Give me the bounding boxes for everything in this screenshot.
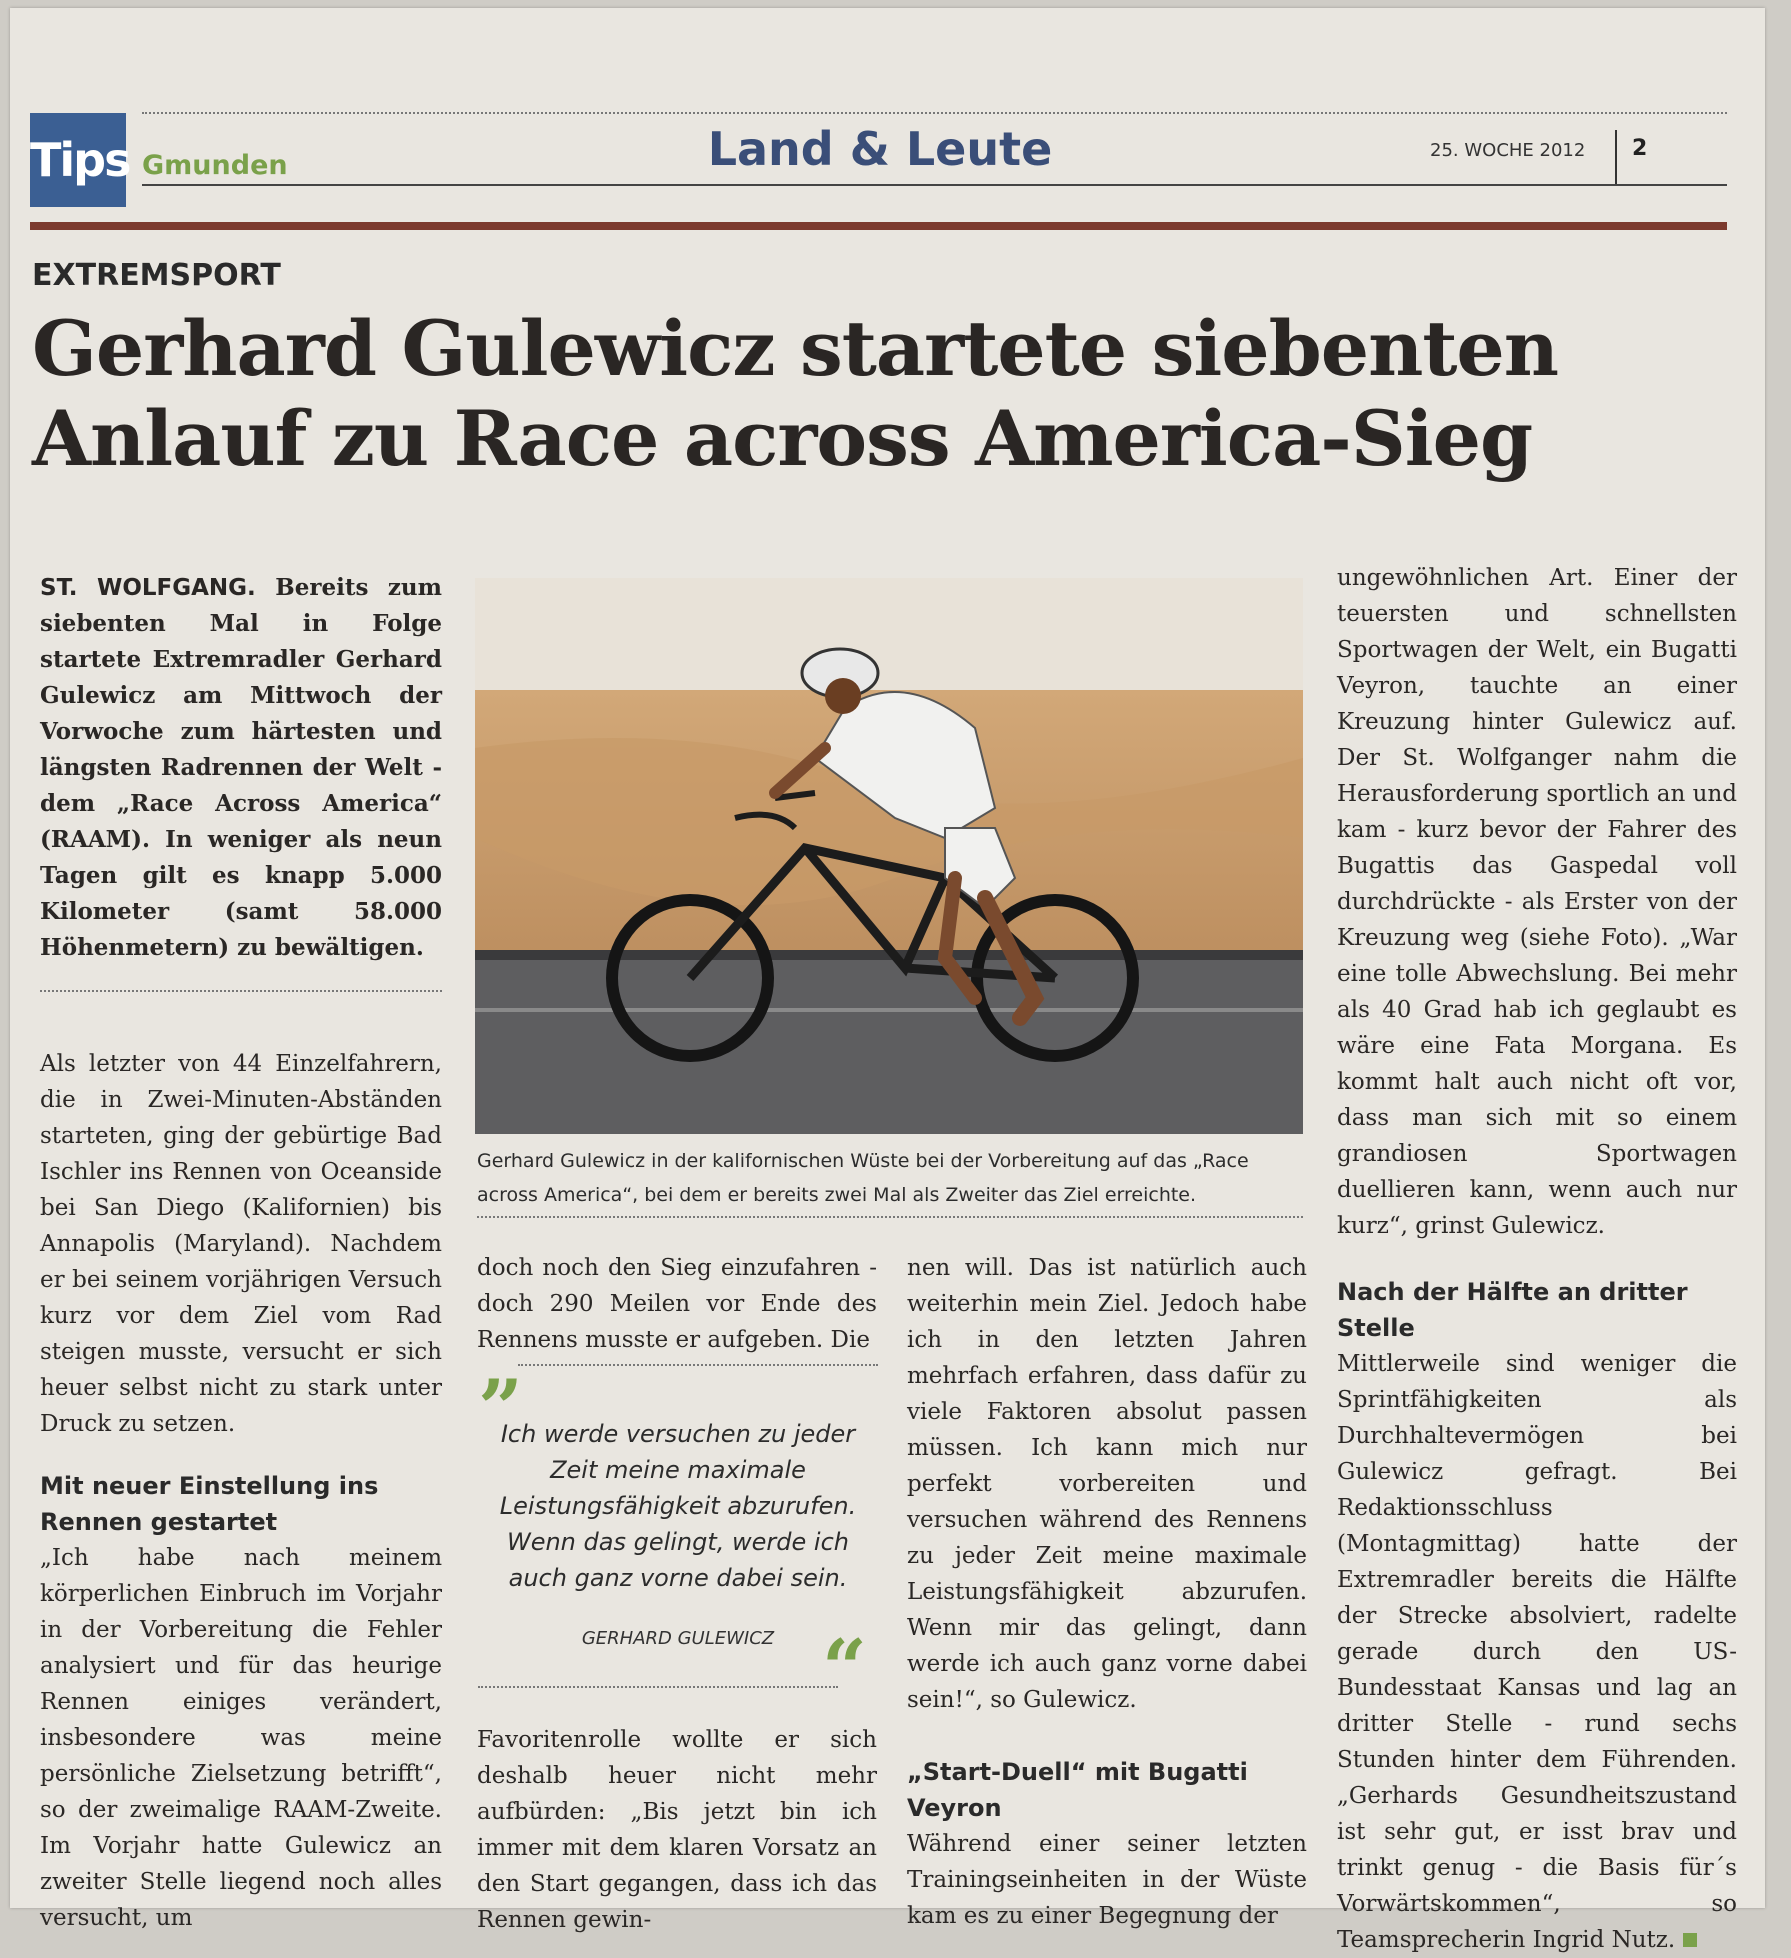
paragraph: „Ich habe nach meinem körperlichen Einbruch im Vorjahr in der Vorbereitung die Fehler analysiert und für das heurige Rennen einiges verändert, insbesondere was meine persönliche Zielsetzung betrifft“, so der zweimalige RAAM-Zweite. Im Vorjahr hatte Gulewicz an zweiter Stelle liegend noch alles versucht, um xyxy=(40,1545,442,1931)
paragraph: Favoritenrolle wollte er sich deshalb heuer nicht mehr aufbürden: „Bis jetzt bin ich immer mit dem klaren Vorsatz an den Start gegangen, dass ich das Rennen gewin- xyxy=(477,1727,877,1933)
column-1 xyxy=(40,570,442,1936)
paragraph: doch noch den Sieg einzufahren - doch 290 Meilen vor Ende des Rennens musste er aufgeben. Die xyxy=(477,1255,877,1353)
paragraph: Mittlerweile sind weniger die Sprintfähigkeiten als Durchhaltevermögen bei Gulewicz gefragt. Bei Redaktionsschluss (Montagmittag) hatte der Extremradler bereits die Hälfte der Strecke absolviert, radelte gerade durch den US-Bundesstaat Kansas und lag an dritter Stelle - rund sechs Stunden hinter dem Führenden. „Gerhards Gesundheitszustand ist sehr gut, er isst brav und trinkt genug - die Basis für´s Vorwärtskommen“, so Teamsprecherin Ingrid Nutz. xyxy=(1337,1351,1737,1953)
subheading: „Start-Duell“ mit Bugatti Veyron xyxy=(907,1758,1248,1822)
quote-author: GERHARD GULEWICZ xyxy=(581,1628,775,1649)
end-mark-icon xyxy=(1683,1933,1697,1947)
lead-location: ST. WOLFGANG. xyxy=(40,575,256,601)
quote-top-rule xyxy=(518,1364,878,1366)
column-3 xyxy=(907,1250,1307,1934)
header-dotted-rule xyxy=(142,112,1727,114)
region-label: Gmunden xyxy=(142,150,288,181)
subheading: Nach der Hälfte an dritter Stelle xyxy=(1337,1278,1688,1342)
section-title: Land & Leute xyxy=(707,122,1053,176)
quote-bottom-rule xyxy=(478,1686,838,1688)
cyclist-desert-photo xyxy=(475,578,1303,1134)
paragraph-final xyxy=(1337,1346,1737,1958)
page-number: 2 xyxy=(1632,136,1648,161)
lead-text: Bereits zum siebenten Mal in Folge startete Extremradler Gerhard Gulewicz am Mittwoch der Vorwoche zum härtesten und längsten Radrennen der Welt - dem „Race Across America“ (RAAM). In weniger als neun Tagen gilt es knapp 5.000 Kilometer (samt 58.000 Höhenmetern) zu bewältigen. xyxy=(40,574,442,961)
paragraph: Während einer seiner letzten Trainingseinheiten in der Wüste kam es zu einer Begegnung der xyxy=(907,1831,1307,1929)
column-2-bottom xyxy=(477,1722,877,1938)
caption-rule xyxy=(477,1216,1303,1218)
lead-separator xyxy=(40,990,442,992)
pull-quote xyxy=(478,1363,878,1714)
paragraph: ungewöhnlichen Art. Einer der teuersten und schnellsten Sportwagen der Welt, ein Bugatti Veyron, tauchte an einer Kreuzung hinter Gulewicz auf. Der St. Wolfganger nahm die Herausforderung sportlich an und kam - kurz bevor der Fahrer des Bugattis das Gaspedal voll durchdrückte - als Erster von der Kreuzung weg (siehe Foto). „War eine tolle Abwechslung. Bei mehr als 40 Grad hab ich geglaubt es wäre eine Fata Morgana. Es kommt halt auch nicht oft vor, dass man sich mit so einem grandiosen Sportwagen duellieren kann, wenn auch nur kurz“, grinst Gulewicz. xyxy=(1337,565,1737,1239)
column-4 xyxy=(1337,560,1737,1958)
red-rule xyxy=(30,222,1727,230)
quote-text: Ich werde versuchen zu jeder Zeit meine maximale Leistungsfähigkeit abzurufen. Wenn das gelingt, werde ich auch ganz vorne dabei sein. xyxy=(499,1420,857,1592)
closing-quote-icon: “ xyxy=(822,1623,867,1714)
paragraph: nen will. Das ist natürlich auch weiterhin mein Ziel. Jedoch habe ich in den letzten Jahren mehrfach erfahren, dass dafür zu viele Faktoren absolut passen müssen. Ich kann mich nur perfekt vorbereiten und versuchen während des Rennens zu jeder Zeit meine maximale Leistungsfähigkeit abzurufen. Wenn mir das gelingt, dann werde ich auch ganz vorne dabei sein!“, so Gulewicz. xyxy=(907,1255,1307,1713)
lead-paragraph xyxy=(40,570,442,966)
opening-quote-icon: ” xyxy=(478,1363,523,1454)
article-kicker: EXTREMSPORT xyxy=(32,258,281,293)
paragraph: Als letzter von 44 Einzelfahrern, die in Zwei-Minuten-Abständen starteten, ging der gebürtige Bad Ischler ins Rennen von Oceanside bei San Diego (Kalifornien) bis Annapolis (Maryland). Nachdem er bei seinem vorjährigen Versuch kurz vor dem Ziel vom Rad steigen musste, versucht er sich heuer selbst nicht zu stark unter Druck zu setzen. xyxy=(40,1051,442,1437)
newspaper-page xyxy=(10,8,1765,1953)
photo-caption: Gerhard Gulewicz in der kalifornischen Wüste bei der Vorbereitung auf das „Race across America“, bei dem er bereits zwei Mal als Zweiter das Ziel erreichte. xyxy=(477,1150,1249,1206)
tips-logo: Tips xyxy=(30,113,126,207)
header-rule xyxy=(142,184,1727,186)
column-2-top xyxy=(477,1250,877,1358)
issue-label: 25. WOCHE 2012 xyxy=(1430,140,1586,161)
subheading: Mit neuer Einstellung ins Rennen gestartet xyxy=(40,1472,379,1536)
header-separator xyxy=(1615,130,1617,186)
article-headline: Gerhard Gulewicz startete siebenten Anlauf zu Race across America-Sieg xyxy=(32,304,1559,483)
